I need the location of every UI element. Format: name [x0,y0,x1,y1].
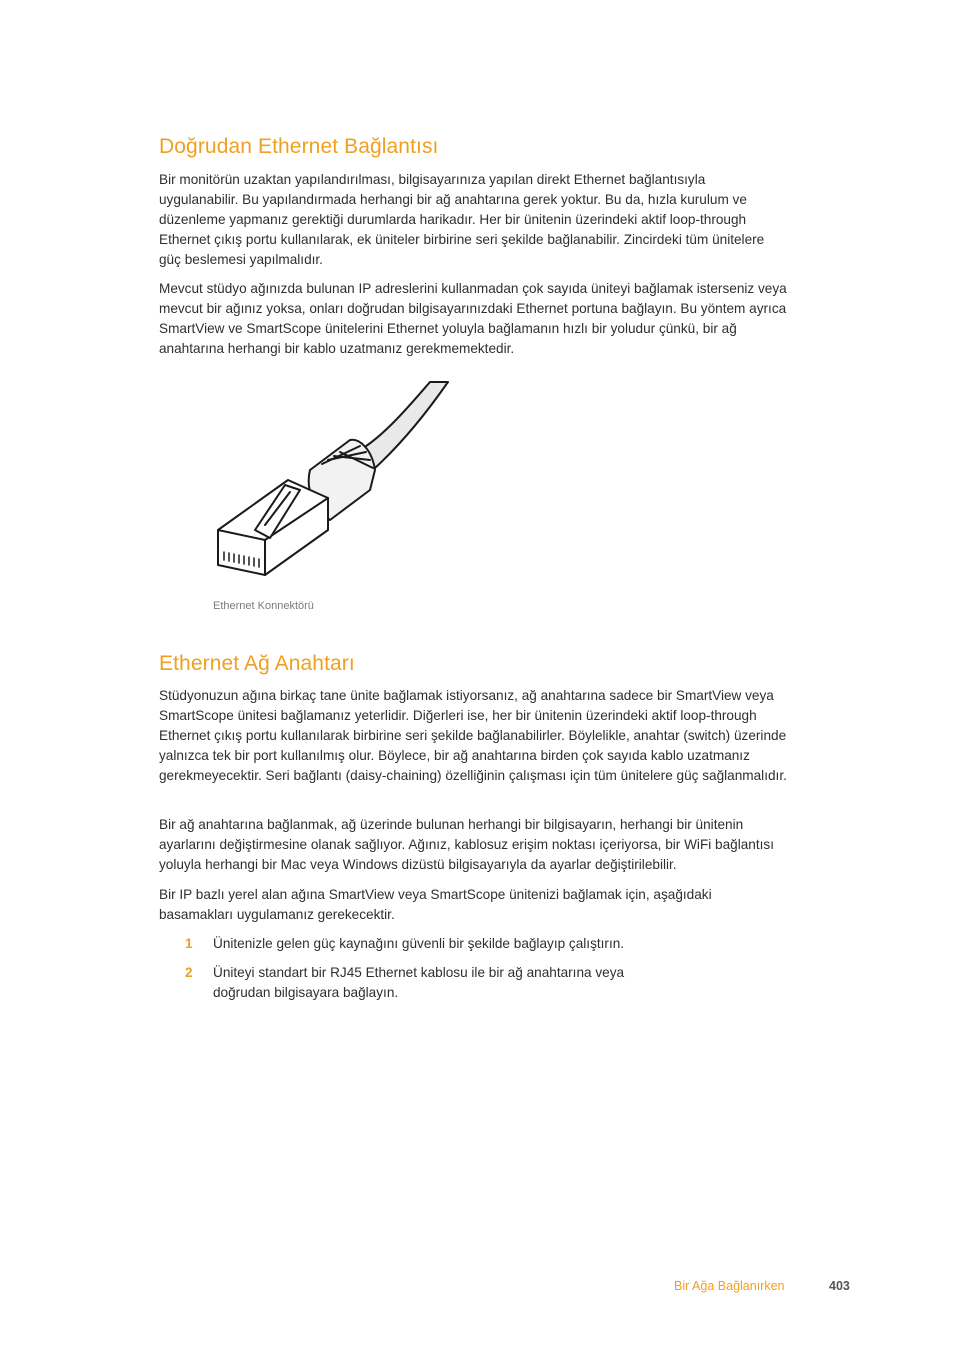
paragraph: Bir monitörün uzaktan yapılandırılması, bilgisayarınıza yapılan direkt Ethernet bağlantısıyla uygulanabilir. Bu yapılandırmada herhangi bir ağ anahtarına gerek yoktur. Bu da, hızla kurulum ve düzenleme yapmanız gerektiği durumlarda harikadır. Her bir ünitenin üzerindeki aktif loop-through Ethernet çıkış portu kullanılarak, ek üniteler birbirine seri şekilde bağlanabilir. Zincirdeki tüm ünitelere güç beslemesi yapılmalıdır. [159,172,765,267]
paragraph: Bir ağ anahtarına bağlanmak, ağ üzerinde bulunan herhangi bir bilgisayarın, herhangi bir ünitenin ayarlarını değiştirmesine olanak sağlıyor. Ağınız, kablosuz erişim noktası içeriyorsa, bir WiFi bağlantısı yoluyla herhangi bir Mac veya Windows dizüstü bilgisayarıyla da ayarlar değiştirilebilir. [159,817,774,872]
ethernet-connector-illustration [210,380,460,580]
ethernet-connector-icon [210,380,460,580]
step-text: Ünitenizle gelen güç kaynağını güvenli bir şekilde bağlayıp çalıştırın. [213,936,625,951]
step-number: 2 [185,965,193,980]
paragraph: Mevcut stüdyo ağınızda bulunan IP adreslerini kullanmadan çok sayıda üniteyi bağlamak isterseniz veya mevcut bir ağınız yoksa, onları doğrudan bilgisayarınızdaki Ethernet portuna bağlayın. Bu yöntem ayrıca SmartView ve SmartScope ünitelerini Ethernet yoluyla bağlamanın hızlı bir yoludur çünkü, bir ağ anahtarına herhangi bir kablo uzatmanız gerekmemektedir. [159,281,787,356]
paragraph: Bir IP bazlı yerel alan ağına SmartView veya SmartScope ünitenizi bağlamak için, aşağıdaki basamakları uygulamanız gerekecektir. [159,887,712,922]
section-heading-ethernet-switch: Ethernet Ağ Anahtarı [159,652,355,675]
footer-section-title: Bir Ağa Bağlanırken [674,1279,785,1293]
figure-caption: Ethernet Konnektörü [213,600,314,612]
paragraph: Stüdyonuzun ağına birkaç tane ünite bağlamak istiyorsanız, ağ anahtarına sadece bir SmartView veya SmartScope ünitesi bağlamanız yeterlidir. Diğerleri ise, her bir ünitenin üzerindeki aktif loop-through Ethernet çıkış portu kullanılarak birbirine seri şekilde bağlanabilirler. Böylelikle, anahtar (switch) üzerinde yalnızca tek bir port kullanılmış olur. Böylece, bir ağ anahtarına birden çok sayıda kablo uzatmanız gerekmeyecektir. Seri bağlantı (daisy-chaining) özelliğinin çalışması için tüm ünitelere güç sağlanmalıdır. [159,688,787,783]
step-number: 1 [185,936,193,951]
section-heading-direct-ethernet: Doğrudan Ethernet Bağlantısı [159,135,439,158]
page-number: 403 [829,1279,850,1293]
step-text: Üniteyi standart bir RJ45 Ethernet kablosu ile bir ağ anahtarına veya doğrudan bilgisayara bağlayın. [213,965,625,1000]
